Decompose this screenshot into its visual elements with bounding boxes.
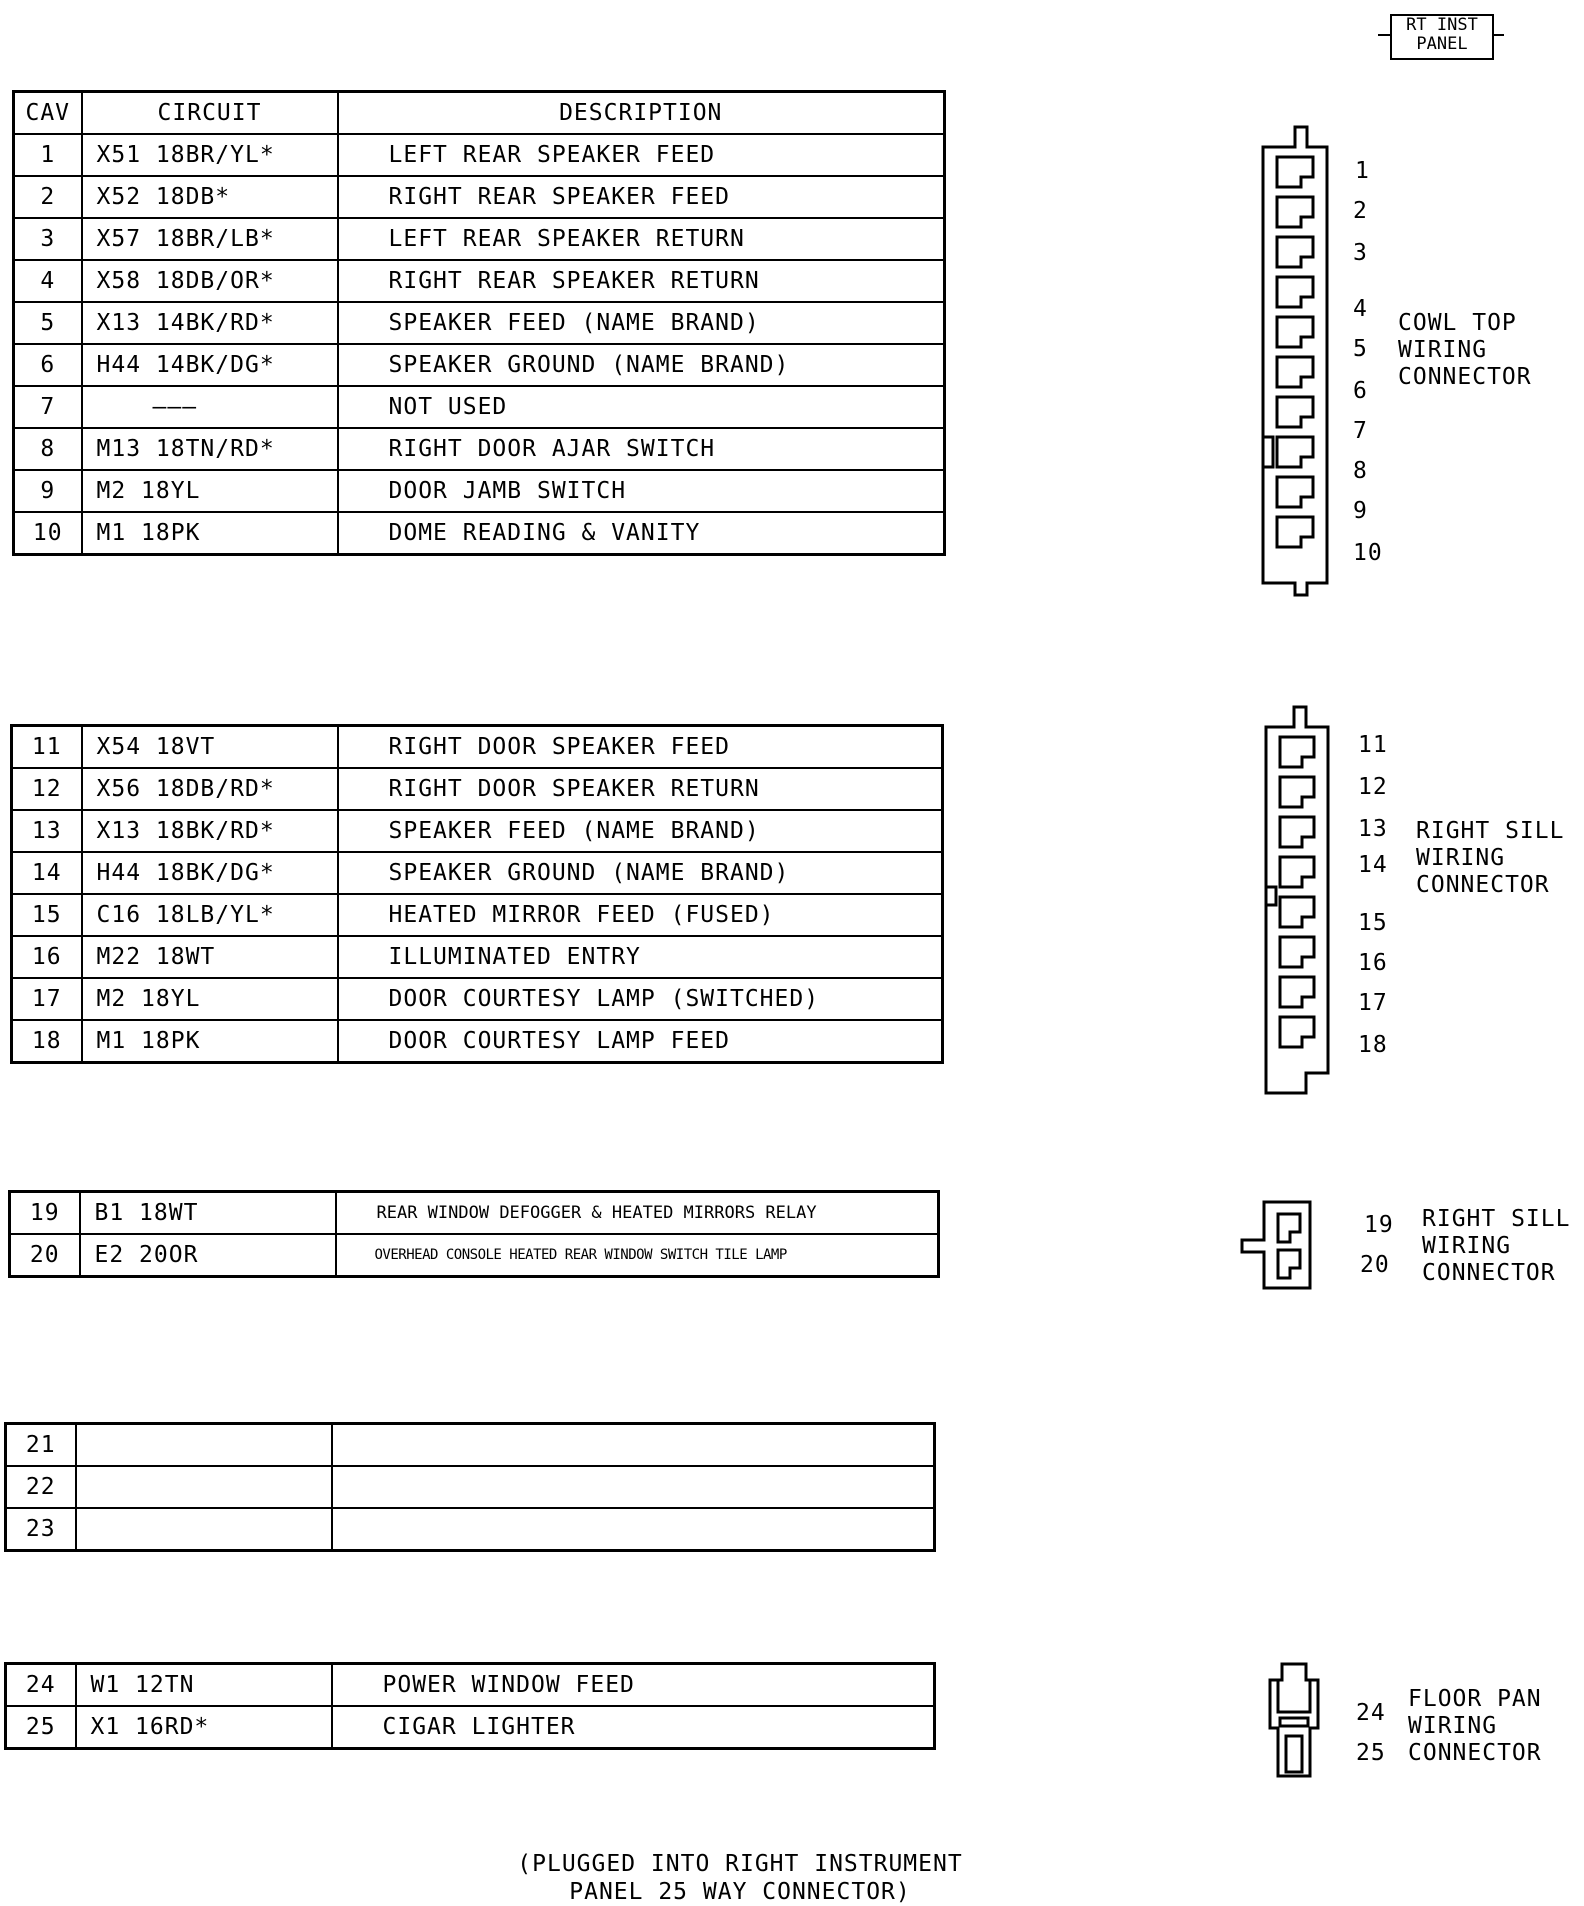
cav-cell: 22	[6, 1466, 76, 1508]
cav-cell: 25	[6, 1706, 76, 1749]
circuit-cell: M22 18WT	[82, 936, 338, 978]
pin-label: 8	[1353, 458, 1368, 484]
tag-line-left	[1378, 34, 1390, 36]
pin-label: 24	[1356, 1700, 1386, 1726]
panel-tag-line2: PANEL	[1416, 34, 1468, 54]
label-line: WIRING	[1408, 1713, 1498, 1739]
description-cell: POWER WINDOW FEED	[332, 1664, 935, 1707]
panel-tag-line1: RT INST	[1406, 15, 1478, 35]
table-row	[14, 302, 945, 344]
circuit-cell: W1 12TN	[76, 1664, 332, 1707]
table-row	[14, 344, 945, 386]
description-cell: DOME READING & VANITY	[338, 512, 945, 555]
cav-cell: 11	[12, 726, 82, 769]
footnote-line2: PANEL 25 WAY CONNECTOR)	[569, 1879, 911, 1905]
pin-label: 11	[1358, 732, 1388, 758]
floor-pan-connector-icon	[1264, 1660, 1324, 1780]
table-row	[12, 726, 943, 769]
description-cell: DOOR JAMB SWITCH	[338, 470, 945, 512]
cav-cell: 19	[10, 1192, 80, 1235]
table-row	[10, 1192, 939, 1235]
pin-label: 18	[1358, 1032, 1388, 1058]
circuit-cell: X1 16RD*	[76, 1706, 332, 1749]
header-cav: CAV	[14, 92, 82, 135]
description-cell: RIGHT DOOR AJAR SWITCH	[338, 428, 945, 470]
cav-cell: 14	[12, 852, 82, 894]
circuit-cell: M2 18YL	[82, 470, 338, 512]
pin-label: 19	[1364, 1212, 1394, 1238]
table-row	[12, 1020, 943, 1063]
label-line: RIGHT SILL	[1416, 818, 1565, 844]
circuit-cell: M1 18PK	[82, 512, 338, 555]
description-cell: NOT USED	[338, 386, 945, 428]
circuit-cell: ———	[82, 386, 338, 428]
pin-label: 4	[1353, 296, 1368, 322]
table-row	[6, 1466, 935, 1508]
circuit-cell: X57 18BR/LB*	[82, 218, 338, 260]
circuit-cell: X13 18BK/RD*	[82, 810, 338, 852]
cav-cell: 12	[12, 768, 82, 810]
cavity-table-2	[10, 724, 944, 1064]
cav-cell: 18	[12, 1020, 82, 1063]
cav-cell: 13	[12, 810, 82, 852]
label-line: WIRING	[1416, 845, 1506, 871]
table-row	[12, 978, 943, 1020]
tag-line-right	[1492, 34, 1504, 36]
cav-cell: 2	[14, 176, 82, 218]
cavity-table-4	[4, 1422, 936, 1552]
circuit-cell: H44 18BK/DG*	[82, 852, 338, 894]
pin-label: 12	[1358, 774, 1388, 800]
right-sill-connector-icon	[1258, 705, 1348, 1095]
description-cell: LEFT REAR SPEAKER RETURN	[338, 218, 945, 260]
table-row	[12, 936, 943, 978]
circuit-cell: X58 18DB/OR*	[82, 260, 338, 302]
cav-cell: 20	[10, 1234, 80, 1277]
description-cell: OVERHEAD CONSOLE HEATED REAR WINDOW SWITCH TILE LAMP	[336, 1234, 939, 1277]
circuit-cell	[76, 1466, 332, 1508]
table-row	[14, 428, 945, 470]
label-line: WIRING	[1422, 1233, 1512, 1259]
label-line: CONNECTOR	[1408, 1740, 1542, 1766]
description-cell: RIGHT REAR SPEAKER RETURN	[338, 260, 945, 302]
label-line: CONNECTOR	[1422, 1260, 1556, 1286]
cav-cell: 3	[14, 218, 82, 260]
description-cell: ILLUMINATED ENTRY	[338, 936, 943, 978]
description-cell: REAR WINDOW DEFOGGER & HEATED MIRRORS RELAY	[336, 1192, 939, 1235]
label-line: CONNECTOR	[1398, 364, 1532, 390]
table-header-row	[14, 92, 945, 135]
cav-cell: 23	[6, 1508, 76, 1551]
description-cell: RIGHT REAR SPEAKER FEED	[338, 176, 945, 218]
table-row	[14, 386, 945, 428]
table-row	[10, 1234, 939, 1277]
description-cell: CIGAR LIGHTER	[332, 1706, 935, 1749]
pin-label: 16	[1358, 950, 1388, 976]
label-line: RIGHT SILL	[1422, 1206, 1571, 1232]
description-cell: SPEAKER FEED (NAME BRAND)	[338, 302, 945, 344]
pin-label: 10	[1353, 540, 1383, 566]
pin-label: 15	[1358, 910, 1388, 936]
panel-tag	[1380, 14, 1480, 58]
right-sill-2way-connector-icon	[1238, 1198, 1318, 1294]
pin-label: 7	[1353, 418, 1368, 444]
description-cell	[332, 1508, 935, 1551]
floor-connector-label	[1408, 1686, 1542, 1767]
cav-cell: 1	[14, 134, 82, 176]
circuit-cell: M1 18PK	[82, 1020, 338, 1063]
cav-cell: 15	[12, 894, 82, 936]
cavity-table-5	[4, 1662, 936, 1750]
description-cell: SPEAKER FEED (NAME BRAND)	[338, 810, 943, 852]
header-description: DESCRIPTION	[338, 92, 945, 135]
table-row	[12, 894, 943, 936]
circuit-cell: B1 18WT	[80, 1192, 336, 1235]
table-row	[14, 260, 945, 302]
label-line: COWL TOP	[1398, 310, 1517, 336]
cav-cell: 6	[14, 344, 82, 386]
cav-cell: 10	[14, 512, 82, 555]
cav-cell: 7	[14, 386, 82, 428]
label-line: WIRING	[1398, 337, 1488, 363]
circuit-cell: X13 14BK/RD*	[82, 302, 338, 344]
table-row	[6, 1424, 935, 1467]
circuit-cell	[76, 1424, 332, 1467]
pin-label: 20	[1360, 1252, 1390, 1278]
pin-label: 6	[1353, 378, 1368, 404]
cav-cell: 16	[12, 936, 82, 978]
sill-connector-label	[1416, 818, 1564, 899]
description-cell: RIGHT DOOR SPEAKER RETURN	[338, 768, 943, 810]
circuit-cell	[76, 1508, 332, 1551]
pin-label: 1	[1355, 158, 1370, 184]
pin-label: 13	[1358, 816, 1388, 842]
table-row	[6, 1706, 935, 1749]
circuit-cell: X52 18DB*	[82, 176, 338, 218]
cav-cell: 24	[6, 1664, 76, 1707]
panel-tag-box	[1390, 14, 1494, 60]
cav-cell: 17	[12, 978, 82, 1020]
pin-label: 9	[1353, 498, 1368, 524]
table-row	[14, 218, 945, 260]
footnote-line1: (PLUGGED INTO RIGHT INSTRUMENT	[517, 1851, 963, 1877]
table-row	[14, 134, 945, 176]
table-row	[6, 1664, 935, 1707]
pin-label: 2	[1353, 198, 1368, 224]
table-row	[12, 768, 943, 810]
table-row	[14, 176, 945, 218]
circuit-cell: X56 18DB/RD*	[82, 768, 338, 810]
table-row	[12, 810, 943, 852]
cav-cell: 21	[6, 1424, 76, 1467]
circuit-cell: X51 18BR/YL*	[82, 134, 338, 176]
circuit-cell: M13 18TN/RD*	[82, 428, 338, 470]
cowl-connector-label	[1398, 310, 1532, 391]
circuit-cell: X54 18VT	[82, 726, 338, 769]
table-row	[14, 470, 945, 512]
description-cell	[332, 1424, 935, 1467]
pin-label: 17	[1358, 990, 1388, 1016]
pin-label: 3	[1353, 240, 1368, 266]
pin-label: 25	[1356, 1740, 1386, 1766]
label-line: FLOOR PAN	[1408, 1686, 1542, 1712]
cavity-table-3	[8, 1190, 940, 1278]
description-cell: SPEAKER GROUND (NAME BRAND)	[338, 344, 945, 386]
pin-label: 14	[1358, 852, 1388, 878]
table-row	[6, 1508, 935, 1551]
label-line: CONNECTOR	[1416, 872, 1550, 898]
description-cell: HEATED MIRROR FEED (FUSED)	[338, 894, 943, 936]
description-cell: DOOR COURTESY LAMP FEED	[338, 1020, 943, 1063]
circuit-cell: C16 18LB/YL*	[82, 894, 338, 936]
header-circuit: CIRCUIT	[82, 92, 338, 135]
description-cell: LEFT REAR SPEAKER FEED	[338, 134, 945, 176]
cav-cell: 8	[14, 428, 82, 470]
table-row	[12, 852, 943, 894]
table-row	[14, 512, 945, 555]
cav-cell: 9	[14, 470, 82, 512]
cav-cell: 4	[14, 260, 82, 302]
circuit-cell: H44 14BK/DG*	[82, 344, 338, 386]
description-cell: RIGHT DOOR SPEAKER FEED	[338, 726, 943, 769]
cowl-top-connector-icon	[1255, 125, 1345, 605]
cavity-table-1	[12, 90, 946, 556]
circuit-cell: M2 18YL	[82, 978, 338, 1020]
description-cell	[332, 1466, 935, 1508]
pin-label: 5	[1353, 336, 1368, 362]
circuit-cell: E2 20OR	[80, 1234, 336, 1277]
cav-cell: 5	[14, 302, 82, 344]
description-cell: DOOR COURTESY LAMP (SWITCHED)	[338, 978, 943, 1020]
sill2-connector-label	[1422, 1206, 1570, 1287]
description-cell: SPEAKER GROUND (NAME BRAND)	[338, 852, 943, 894]
